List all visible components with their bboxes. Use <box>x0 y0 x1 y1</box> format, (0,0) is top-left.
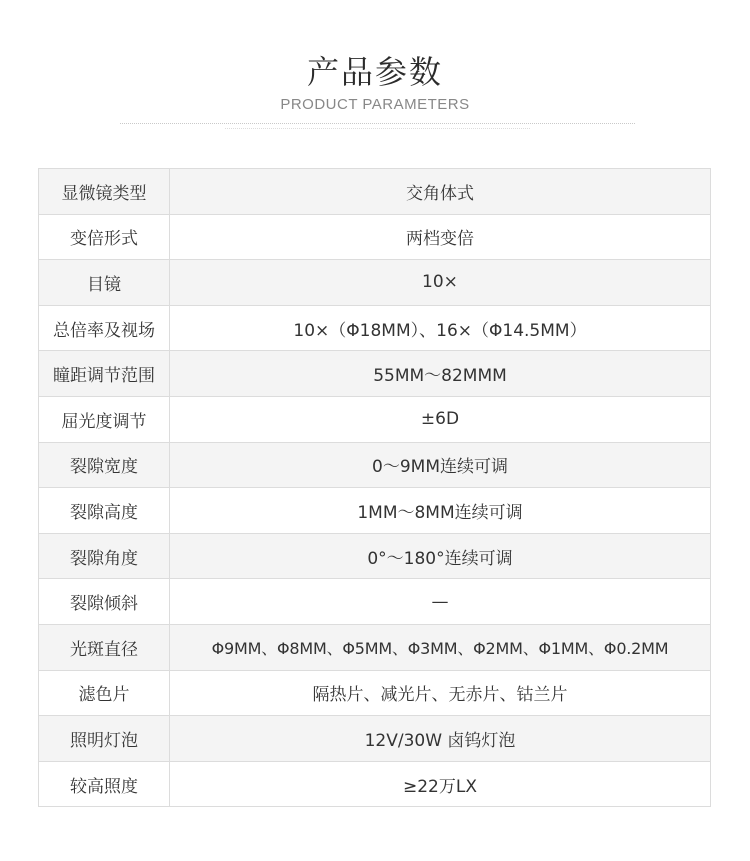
param-value: 交角体式 <box>170 169 711 215</box>
page-header <box>0 0 750 140</box>
param-value: 1MM～8MM连续可调 <box>170 488 711 534</box>
table-row <box>39 351 711 397</box>
table-row <box>39 169 711 215</box>
title-divider <box>120 123 635 124</box>
table-row <box>39 260 711 306</box>
param-value: ±6D <box>170 396 711 442</box>
param-value: 隔热片、减光片、无赤片、钴兰片 <box>170 670 711 716</box>
param-label: 裂隙倾斜 <box>39 579 170 625</box>
param-label: 照明灯泡 <box>39 716 170 762</box>
param-value: 55MM～82MMM <box>170 351 711 397</box>
param-value: 0°～180°连续可调 <box>170 533 711 579</box>
param-label: 屈光度调节 <box>39 396 170 442</box>
param-value: 两档变倍 <box>170 214 711 260</box>
param-label: 裂隙宽度 <box>39 442 170 488</box>
param-value: ≥22万LX <box>170 761 711 807</box>
param-label: 显微镜类型 <box>39 169 170 215</box>
table-row <box>39 214 711 260</box>
title-divider-secondary <box>225 128 530 129</box>
param-value: — <box>170 579 711 625</box>
param-value: 0～9MM连续可调 <box>170 442 711 488</box>
param-label: 目镜 <box>39 260 170 306</box>
param-label: 裂隙高度 <box>39 488 170 534</box>
table-row <box>39 488 711 534</box>
table-row <box>39 396 711 442</box>
table-row <box>39 624 711 670</box>
param-label: 总倍率及视场 <box>39 305 170 351</box>
table-row <box>39 442 711 488</box>
page-subtitle: PRODUCT PARAMETERS <box>280 96 470 113</box>
param-label: 瞳距调节范围 <box>39 351 170 397</box>
param-label: 裂隙角度 <box>39 533 170 579</box>
param-label: 变倍形式 <box>39 214 170 260</box>
parameters-table <box>38 168 711 807</box>
param-value: 10×（Φ18MM）、16×（Φ14.5MM） <box>170 305 711 351</box>
param-label: 光斑直径 <box>39 624 170 670</box>
param-label: 滤色片 <box>39 670 170 716</box>
param-label: 较高照度 <box>39 761 170 807</box>
table-row <box>39 305 711 351</box>
table-row <box>39 533 711 579</box>
table-row <box>39 579 711 625</box>
page-title: 产品参数 <box>306 53 443 91</box>
param-value: Φ9MM、Φ8MM、Φ5MM、Φ3MM、Φ2MM、Φ1MM、Φ0.2MM <box>170 624 711 670</box>
table-row <box>39 670 711 716</box>
table-row <box>39 716 711 762</box>
param-value: 12V/30W 卤钨灯泡 <box>170 716 711 762</box>
table-row <box>39 761 711 807</box>
param-value: 10× <box>170 260 711 306</box>
